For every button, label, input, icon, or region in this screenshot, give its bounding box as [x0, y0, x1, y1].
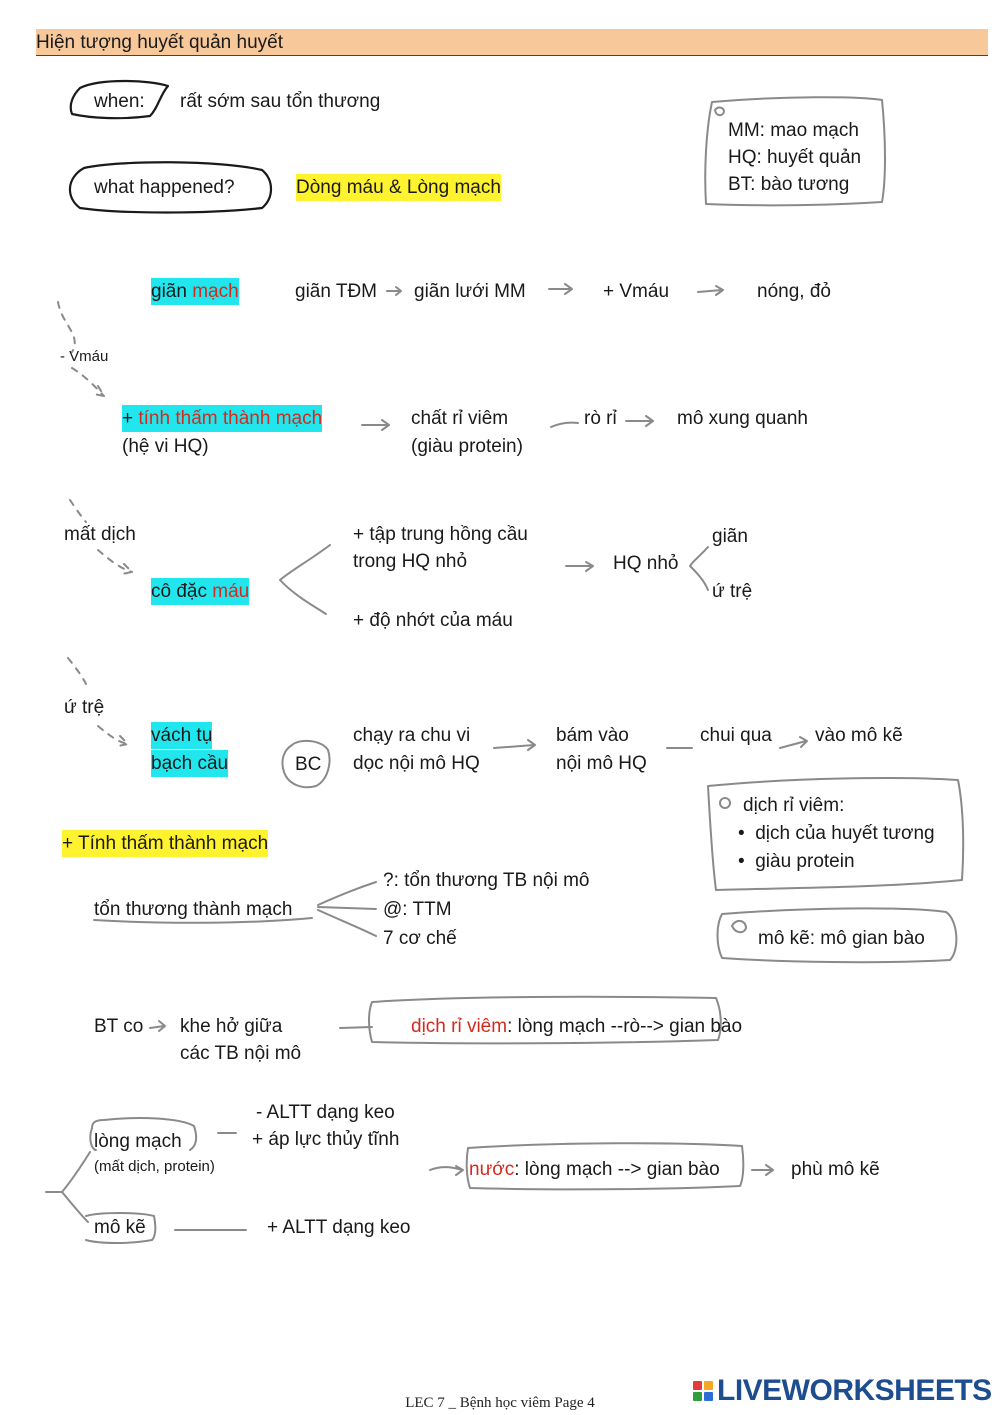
water-flow-rest: : lòng mạch --> gian bào — [514, 1159, 720, 1180]
arrow-12 — [340, 1027, 372, 1028]
brand-mark-cell — [704, 1392, 713, 1401]
arrow-5 — [551, 423, 578, 427]
branch-fork — [46, 1152, 90, 1222]
fork-lines — [280, 545, 330, 614]
marg-step-2a: bám vào — [556, 725, 629, 746]
exudate-flow — [411, 1013, 742, 1040]
concentration-head-a: cô đặc — [151, 581, 213, 602]
permeability-head — [122, 405, 322, 432]
lumen-force-1: - ALTT dạng keo — [256, 1102, 395, 1123]
branch-a-line-2: trong HQ nhỏ — [353, 551, 468, 572]
arrow-8 — [494, 740, 535, 750]
legend-mark — [715, 108, 724, 116]
brand-mark-cell — [704, 1381, 713, 1390]
permeability-head-a: + — [122, 408, 139, 429]
vasodilation-head — [151, 278, 239, 305]
vaso-step-2: giãn lưới MM — [414, 281, 526, 302]
outcome-1: giãn — [712, 526, 748, 547]
arrow-1 — [387, 287, 401, 295]
arrow-15 — [430, 1166, 463, 1175]
legend-line-2: HQ: huyết quản — [728, 147, 862, 168]
marg-step-4: vào mô kẽ — [815, 725, 903, 746]
marg-step-1b: dọc nội mô HQ — [353, 753, 480, 774]
exudate-line-2: (giàu protein) — [411, 436, 523, 457]
vasodilation-head-b: mạch — [192, 281, 239, 302]
brand-logo[interactable] — [693, 1374, 992, 1408]
page-title: Hiện tượng huyết quản huyết — [36, 32, 284, 53]
marg-step-3: chui qua — [700, 725, 772, 746]
arrow-7 — [566, 562, 593, 571]
vaso-side-note: - Vmáu — [60, 348, 109, 365]
pressure-outcome: phù mô kẽ — [791, 1159, 880, 1180]
arrow-10 — [780, 737, 807, 748]
brand-mark-cell — [693, 1381, 702, 1390]
concentration-trigger: mất dịch — [64, 524, 136, 545]
marg-step-2b: nội mô HQ — [556, 753, 647, 774]
margination-trigger: ứ trệ — [64, 697, 105, 718]
concentration-result: HQ nhỏ — [613, 553, 679, 574]
vaso-step-3: + Vmáu — [603, 281, 670, 302]
what-value: Dòng máu & Lòng mạch — [296, 174, 501, 201]
vasodilation-head-a: giãn — [151, 281, 193, 302]
arrow-4 — [362, 420, 389, 430]
page-footer: LEC 7 _ Bệnh học viêm Page 4 — [405, 1395, 595, 1411]
arrow-6 — [626, 416, 653, 426]
exudate-line-1: chất rỉ viêm — [411, 408, 509, 429]
permeability-head-b: tính thấm thành mạch — [138, 408, 323, 429]
outcome-2: ứ trệ — [712, 581, 753, 602]
exudate-note-bullet-1-text: dịch của huyết tương — [755, 823, 935, 844]
when-value: rất sớm sau tổn thương — [180, 91, 381, 112]
interstitium-label: mô kẽ — [94, 1217, 146, 1238]
reason-3: 7 cơ chế — [383, 928, 457, 949]
arrow-11 — [150, 1021, 165, 1031]
margination-head-2: bạch cầu — [151, 750, 228, 777]
exudate-flow-label: dịch rỉ viêm — [411, 1016, 508, 1037]
branch-a-line-1: + tập trung hồng cầu — [353, 524, 528, 545]
exudate-note-bullet-2-text: giàu protein — [755, 851, 855, 872]
exudate-note-bullet-1: • dịch của huyết tương — [738, 823, 935, 844]
gap-line-2: các TB nội mô — [180, 1043, 302, 1064]
fan-lines — [318, 882, 376, 936]
leak-label: rò rỉ — [584, 408, 617, 429]
cell-label: BC — [295, 754, 322, 775]
bullet-circle — [720, 798, 730, 808]
vaso-step-4: nóng, đỏ — [757, 281, 831, 302]
lumen-label: lòng mạch — [94, 1131, 182, 1152]
interstitium-mark — [732, 921, 746, 932]
branch-b: + độ nhớt của máu — [353, 610, 513, 631]
leak-target: mô xung quanh — [677, 408, 808, 429]
arrow-16 — [752, 1165, 773, 1175]
reason-1: ?: tổn thương TB nội mô — [383, 870, 590, 891]
marg-step-1a: chạy ra chu vi — [353, 725, 471, 746]
water-flow-label: nước — [469, 1159, 515, 1180]
interstitium-note: mô kẽ: mô gian bào — [758, 928, 925, 949]
water-flow — [469, 1156, 720, 1183]
when-label: when: — [94, 91, 145, 112]
brand-name: LIVEWORKSHEETS — [717, 1374, 992, 1407]
legend-line-3: BT: bào tương — [728, 174, 850, 195]
legend-line-1: MM: mao mạch — [728, 120, 859, 141]
margination-head-1: vách tụ — [151, 722, 212, 749]
exudate-note-bullet-2: • giàu protein — [738, 851, 855, 872]
exudate-flow-rest: : lòng mạch --rò--> gian bào — [507, 1016, 743, 1037]
permeability-sub: (hệ vi HQ) — [122, 436, 209, 457]
brand-mark-cell — [693, 1392, 702, 1401]
fork-small — [690, 547, 708, 590]
arrow-3 — [698, 286, 723, 295]
lumen-force-2: + áp lực thủy tĩnh — [252, 1129, 400, 1150]
lumen-sub: (mất dịch, protein) — [94, 1158, 215, 1175]
gap-line-1: khe hở giữa — [180, 1016, 283, 1037]
concentration-head — [151, 578, 249, 605]
contraction-start: BT co — [94, 1016, 144, 1037]
exudate-note-title: dịch rỉ viêm: — [743, 795, 845, 816]
vaso-step-1: giãn TĐM — [295, 281, 378, 302]
what-label: what happened? — [94, 177, 235, 198]
interstitium-force: + ALTT dạng keo — [267, 1217, 411, 1238]
arrow-2 — [549, 284, 572, 294]
brand-mark-icon — [693, 1381, 713, 1401]
section2-heading: + Tính thấm thành mạch — [62, 830, 268, 857]
reason-2: @: TTM — [383, 899, 452, 920]
concentration-head-b: máu — [212, 581, 250, 602]
title-bar — [36, 29, 988, 56]
section2-cause: tổn thương thành mạch — [94, 899, 293, 920]
